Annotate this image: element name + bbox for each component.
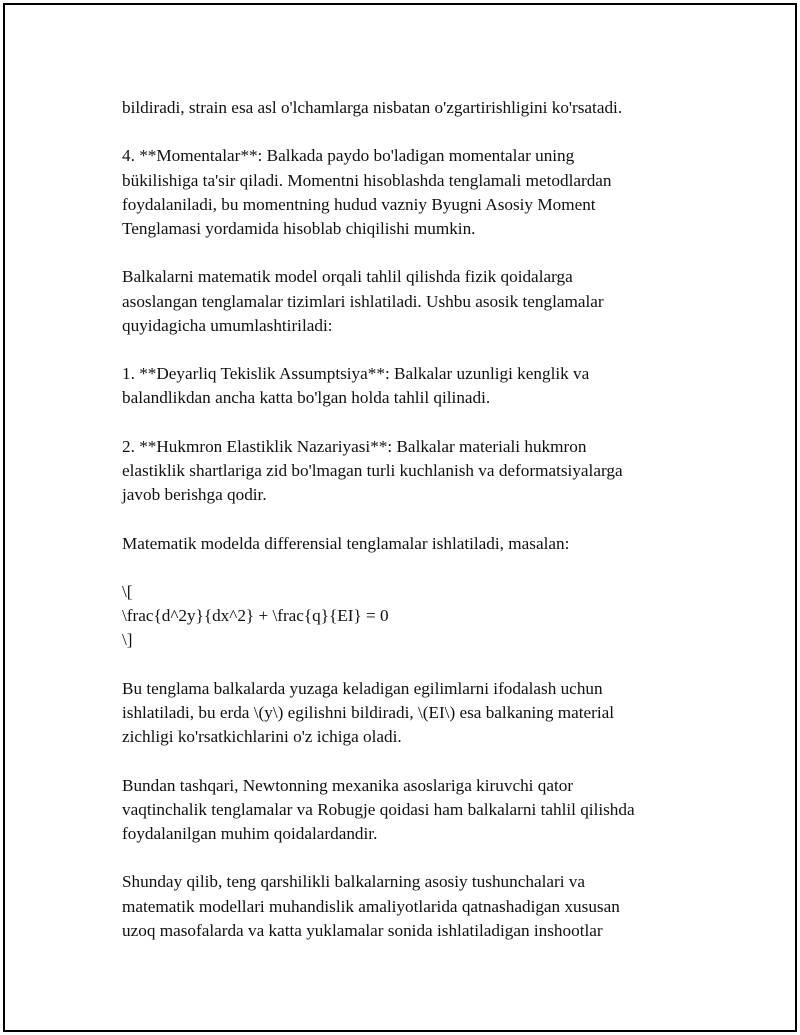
page-frame [3,3,797,1032]
paragraph-newton-mexanika: Bundan tashqari, Newtonning mexanika asoslariga kiruvchi qator vaqtinchalik tenglamalar va Robugje qoidasi ham balkalarni tahlil qilishda foydalanilgan muhim qoidalardandir. [122,775,635,843]
paragraph-conclusion: Shunday qilib, teng qarshilikli balkalarning asosiy tushunchalari va matematik modellari muhandislik amaliyotlarida qatnashadigan xususan uzoq masofalarda va katta yuklamalar sonida ishlatiladigan inshootlar [122,872,620,940]
paragraph-matematik-model-intro: Balkalarni matematik model orqali tahlil qilishda fizik qoidalarga asoslangan tenglamalar tizimlari ishlatiladi. Ushbu asosik tenglamalar quyidagicha umumlashtiriladi: [122,267,604,335]
paragraph-elastiklik-nazariyasi: 2. **Hukmron Elastiklik Nazariyasi**: Balkalar materiali hukmron elastiklik shartlariga zid bo'lmagan turli kuchlanish va deformatsiyalarga javob berishga qodir. [122,436,623,505]
paragraph-momentalar: 4. **Momentalar**: Balkada paydo bo'ladigan momentalar uning bükilishiga ta'sir qiladi. Momentni hisoblashda tenglamali metodlardan foydalaniladi, bu momentning hudud vazniy Byugni Asosiy Moment Tenglamasi yordamida hisoblab chiqilishi mumkin. [122,146,612,238]
document-body [122,96,702,967]
paragraph-differensial-intro: Matematik modelda differensial tenglamalar ishlatiladi, masalan: [122,533,570,553]
paragraph-tekislik-assumptsiya: 1. **Deyarliq Tekislik Assumptsiya**: Balkalar uzunligi kenglik va balandlikdan ancha katta bo'lgan holda tahlil qilinadi. [122,364,590,408]
paragraph-tenglama-explanation: Bu tenglama balkalarda yuzaga keladigan egilimlarni ifodalash uchun ishlatiladi, bu erda \(y\) egilishni bildiradi, \(EI\) esa balkaning material zichligi ko'rsatkichlarini o'z ichiga oladi. [122,678,615,747]
paragraph-strain-continuation: bildiradi, strain esa asl o'lchamlarga nisbatan o'zgartirishligini ko'rsatadi. [122,98,623,117]
equation-block: \[ \frac{d^2y}{dx^2} + \frac{q}{EI} = 0 \] [122,581,389,650]
